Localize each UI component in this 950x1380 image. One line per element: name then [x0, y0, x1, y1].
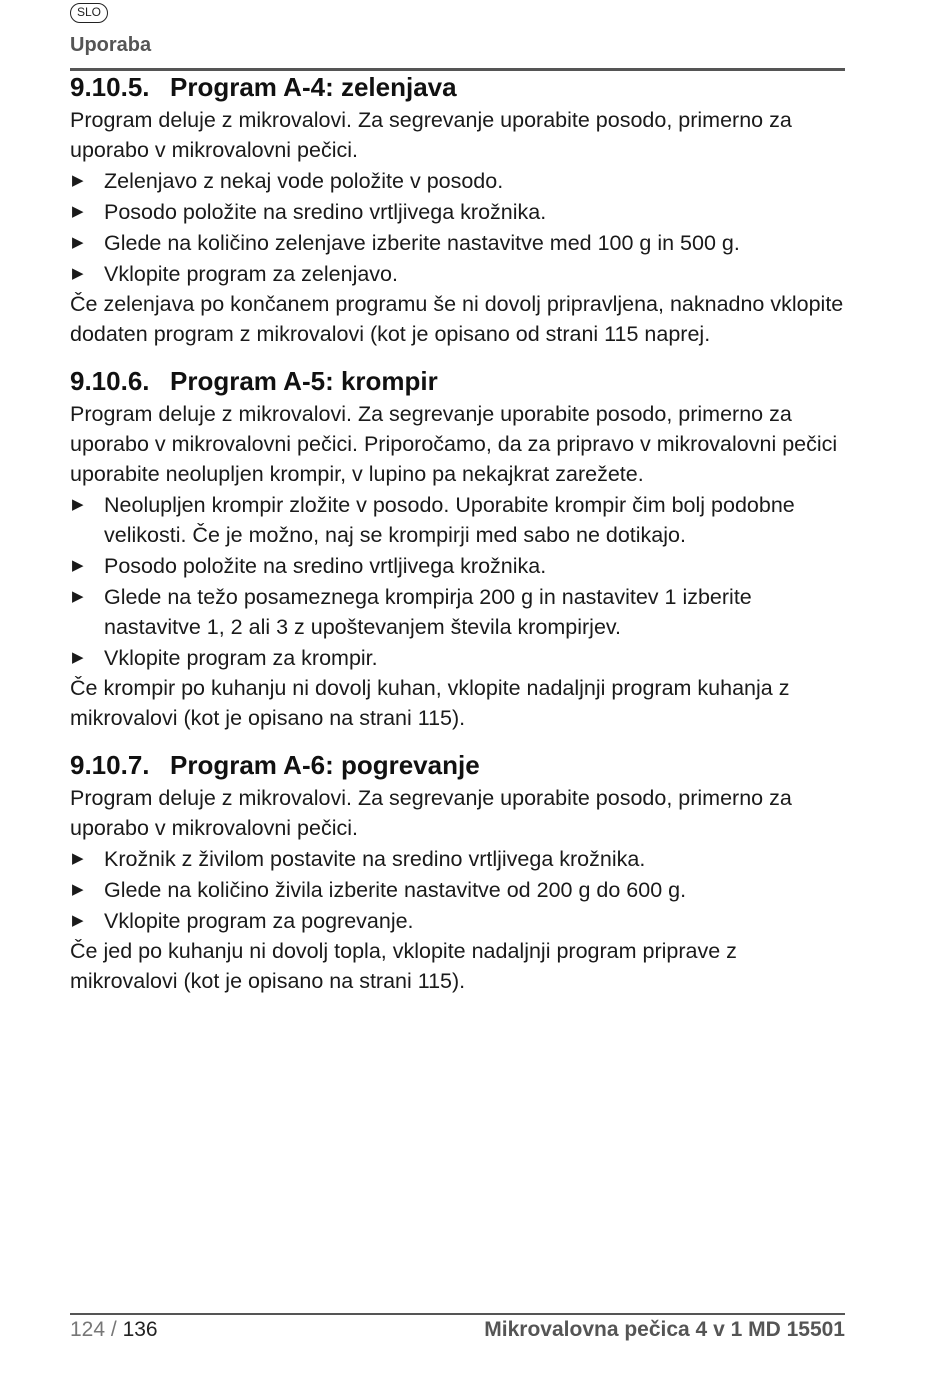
list-item-text: Krožnik z živilom postavite na sredino vrtljivega krožnika.	[104, 847, 646, 871]
list-item	[70, 906, 845, 936]
triangle-right-icon: ▶	[72, 881, 84, 898]
heading-program-a4	[70, 72, 845, 102]
heading-program-a5	[70, 366, 845, 396]
list-item	[70, 551, 845, 581]
list-item-text: Posodo položite na sredino vrtljivega krožnika.	[104, 554, 547, 578]
list-item-text: Vklopite program za pogrevanje.	[104, 909, 414, 933]
heading-number: 9.10.5.	[70, 72, 150, 102]
triangle-right-icon: ▶	[72, 850, 84, 867]
list-item	[70, 228, 845, 258]
list-item	[70, 197, 845, 227]
list-item-text: Vklopite program za krompir.	[104, 646, 378, 670]
page-current: 124	[70, 1318, 106, 1341]
list-item-text: Posodo položite na sredino vrtljivega krožnika.	[104, 200, 547, 224]
list-item	[70, 259, 845, 289]
triangle-right-icon: ▶	[72, 557, 84, 574]
outro-paragraph: Če zelenjava po končanem programu še ni dovolj pripravljena, naknadno vklopite dodaten program z mikrovalovi (kot je opisano od strani 115 naprej.	[70, 292, 844, 346]
list-item-text: Glede na količino zelenjave izberite nastavitve med 100 g in 500 g.	[104, 231, 740, 255]
section-label: Uporaba	[70, 34, 152, 56]
triangle-right-icon: ▶	[72, 588, 84, 605]
triangle-right-icon: ▶	[72, 649, 84, 666]
heading-title: Program A-4: zelenjava	[170, 72, 457, 102]
heading-number: 9.10.6.	[70, 366, 150, 396]
language-badge: SLO	[70, 3, 108, 23]
heading-title: Program A-5: krompir	[170, 366, 438, 396]
list-item-text: Glede na težo posameznega krompirja 200 g in nastavitev 1 izberite nastavitve 1, 2 ali 3 z upoštevanjem števila krompirjev.	[104, 585, 752, 639]
intro-paragraph: Program deluje z mikrovalovi. Za segrevanje uporabite posodo, primerno za uporabo v mikrovalovni pečici.	[70, 108, 792, 162]
page-content	[70, 72, 845, 996]
list-item	[70, 643, 845, 673]
outro-paragraph: Če krompir po kuhanju ni dovolj kuhan, vklopite nadaljnji program kuhanja z mikrovalovi (kot je opisano na strani 115).	[70, 676, 790, 730]
outro-paragraph: Če jed po kuhanju ni dovolj topla, vklopite nadaljnji program priprave z mikrovalovi (kot je opisano na strani 115).	[70, 939, 737, 993]
triangle-right-icon: ▶	[72, 265, 84, 282]
intro-paragraph: Program deluje z mikrovalovi. Za segrevanje uporabite posodo, primerno za uporabo v mikrovalovni pečici. Priporočamo, da za pripravo v mikrovalovni pečici uporabite neolupljen krompir, v lupino pa nekajkrat zarežete.	[70, 402, 838, 486]
intro-paragraph: Program deluje z mikrovalovi. Za segrevanje uporabite posodo, primerno za uporabo v mikrovalovni pečici.	[70, 786, 792, 840]
heading-title: Program A-6: pogrevanje	[170, 750, 480, 780]
heading-program-a6	[70, 750, 845, 780]
list-item	[70, 490, 845, 550]
product-name: Mikrovalovna pečica 4 v 1 MD 15501	[484, 1318, 845, 1341]
list-item-text: Glede na količino živila izberite nastavitve od 200 g do 600 g.	[104, 878, 687, 902]
header-divider	[70, 68, 845, 71]
triangle-right-icon: ▶	[72, 203, 84, 220]
triangle-right-icon: ▶	[72, 234, 84, 251]
page-total: 136	[122, 1318, 158, 1341]
triangle-right-icon: ▶	[72, 912, 84, 929]
triangle-right-icon: ▶	[72, 172, 84, 189]
heading-number: 9.10.7.	[70, 750, 150, 780]
page-number	[70, 1318, 158, 1342]
triangle-right-icon: ▶	[72, 496, 84, 513]
list-item	[70, 582, 845, 642]
footer-divider	[70, 1313, 845, 1315]
list-item	[70, 166, 845, 196]
list-item	[70, 844, 845, 874]
page-separator: /	[105, 1318, 123, 1341]
list-item-text: Zelenjavo z nekaj vode položite v posodo.	[104, 169, 504, 193]
list-item-text: Neolupljen krompir zložite v posodo. Uporabite krompir čim bolj podobne velikosti. Če je možno, naj se krompirji med sabo ne dotikajo.	[104, 493, 795, 547]
list-item	[70, 875, 845, 905]
list-item-text: Vklopite program za zelenjavo.	[104, 262, 398, 286]
